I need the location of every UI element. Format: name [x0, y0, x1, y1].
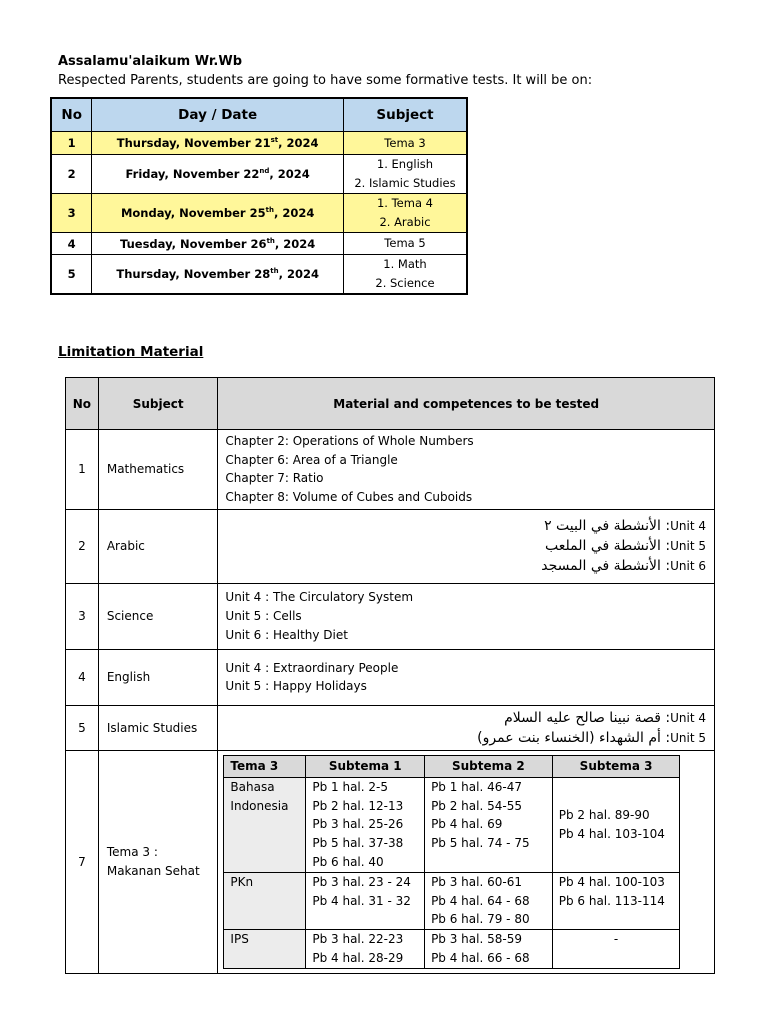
page-ref: Pb 5 hal. 37-38	[312, 836, 404, 851]
row-subject: Arabic	[98, 509, 218, 583]
lm-subject-header: Subject	[98, 378, 218, 430]
page-ref: Pb 4 hal. 64 - 68	[431, 893, 530, 908]
row-date: Thursday, November 21st, 2024	[92, 132, 344, 155]
page-ref: Pb 2 hal. 89-90	[558, 808, 650, 822]
row-no: 4	[51, 233, 92, 255]
row-subjects	[343, 155, 467, 194]
schedule-row	[51, 255, 467, 295]
page-ref: Pb 4 hal. 69	[431, 817, 503, 832]
row-material	[218, 583, 715, 649]
tema-subtema2	[425, 930, 553, 969]
page-ref: Pb 2 hal. 54-55	[431, 798, 522, 813]
page-ref: Pb 1 hal. 2-5	[312, 779, 388, 794]
subject-item: Tema 3	[384, 135, 426, 150]
tema-body	[224, 777, 680, 968]
row-no: 3	[66, 583, 99, 649]
tema-subject-line2: Makanan Sehat	[106, 863, 200, 878]
page-ref: Pb 6 hal. 113-114	[558, 893, 665, 908]
page-ref: Pb 6 hal. 79 - 80	[431, 912, 530, 927]
row-no: 1	[51, 132, 92, 155]
table-row	[66, 705, 715, 750]
section-title: Limitation Material	[58, 344, 204, 360]
table-row	[66, 750, 715, 973]
material-line: Unit 4 : Extraordinary People	[225, 660, 399, 675]
table-row	[66, 649, 715, 705]
row-subjects	[343, 132, 467, 155]
greeting: Assalamu'alaikum Wr.Wb	[58, 54, 242, 69]
row-no: 2	[66, 509, 99, 583]
tema-subtema3	[552, 777, 680, 872]
row-subjects	[343, 233, 467, 255]
material-line: Unit 6 : Healthy Diet	[225, 627, 348, 642]
subject-item: Tema 5	[384, 236, 426, 250]
material-line: Chapter 6: Area of a Triangle	[225, 452, 398, 467]
page-ref: Pb 4 hal. 100-103	[558, 874, 665, 889]
material-line: Unit 4 : The Circulatory System	[225, 590, 414, 605]
material-line: Chapter 8: Volume of Cubes and Cuboids	[225, 490, 473, 505]
table-row	[66, 583, 715, 649]
material-line: Unit 5 : Cells	[225, 608, 302, 623]
schedule-row	[51, 233, 467, 255]
arabic-line: قصة نبينا صالح عليه السلام :Unit 4	[504, 709, 706, 726]
arabic-line: أم الشهداء (الخنساء بنت عمرو) :Unit 5	[477, 729, 706, 746]
tema-subtema2	[425, 777, 553, 872]
tema-row	[224, 777, 680, 872]
page-ref: Pb 1 hal. 46-47	[431, 779, 522, 794]
schedule-row	[51, 132, 467, 155]
page-ref: Pb 4 hal. 66 - 68	[431, 950, 530, 965]
row-material	[218, 705, 715, 750]
col-date-header: Day / Date	[92, 98, 344, 132]
tema-col-header: Tema 3	[224, 755, 306, 777]
tema-row	[224, 872, 680, 929]
subject-item: 1. English	[376, 157, 434, 171]
tema-subtema3	[552, 930, 680, 969]
intro-text: Respected Parents, students are going to have some formative tests. It will be on:	[58, 73, 593, 88]
tema-table	[223, 755, 680, 969]
page-ref: -	[613, 932, 619, 947]
tema-subtema1	[306, 777, 425, 872]
lm-no-header: No	[66, 378, 99, 430]
row-no: 3	[51, 194, 92, 233]
page-ref: Pb 3 hal. 25-26	[312, 817, 404, 832]
tema-subtema2	[425, 872, 553, 929]
row-subject: English	[98, 649, 218, 705]
row-date: Monday, November 25th, 2024	[92, 194, 344, 233]
row-material	[218, 509, 715, 583]
row-no: 2	[51, 155, 92, 194]
tema-subtema1	[306, 930, 425, 969]
page-ref: Pb 2 hal. 12-13	[312, 798, 404, 813]
page-ref: Pb 6 hal. 40	[312, 855, 384, 869]
arabic-line: الأنشطة في المسجد :Unit 6	[541, 558, 706, 575]
tema-subtema1	[306, 872, 425, 929]
material-line: Unit 5 : Happy Holidays	[225, 679, 367, 694]
tema-subtema3	[552, 872, 680, 929]
row-subject: Mathematics	[98, 430, 218, 510]
tema-topic: IPS	[224, 930, 306, 969]
table-row	[66, 430, 715, 510]
table-row	[66, 509, 715, 583]
schedule-table	[50, 97, 468, 295]
arabic-line: الأنشطة في الملعب :Unit 5	[545, 538, 706, 555]
row-subject: Science	[98, 583, 218, 649]
col-no-header: No	[51, 98, 92, 132]
row-subject	[98, 750, 218, 973]
material-line: Chapter 7: Ratio	[225, 471, 324, 486]
row-no: 4	[66, 649, 99, 705]
page-ref: Pb 3 hal. 60-61	[431, 874, 522, 889]
tema-col-header: Subtema 1	[306, 755, 425, 777]
page-ref: Pb 3 hal. 23 - 24	[312, 874, 411, 889]
tema-subject-line1: Tema 3 :	[106, 844, 158, 859]
tema-col-header: Subtema 3	[552, 755, 680, 777]
row-material	[218, 750, 715, 973]
arabic-line: الأنشطة في البيت ٢ :Unit 4	[544, 518, 706, 535]
subject-item: 2. Arabic	[379, 215, 431, 229]
material-line: Chapter 2: Operations of Whole Numbers	[225, 434, 474, 448]
tema-topic: Bahasa Indonesia	[224, 777, 306, 872]
subject-item: 2. Islamic Studies	[354, 176, 456, 190]
row-material	[218, 430, 715, 510]
page-ref: Pb 4 hal. 28-29	[312, 950, 404, 965]
page-ref: Pb 4 hal. 31 - 32	[312, 893, 411, 908]
row-no: 5	[66, 705, 99, 750]
row-subjects	[343, 194, 467, 233]
row-no: 7	[66, 750, 99, 973]
lm-material-header: Material and competences to be tested	[218, 378, 715, 430]
schedule-row	[51, 194, 467, 233]
page-ref: Pb 3 hal. 58-59	[431, 932, 522, 947]
row-date: Tuesday, November 26th, 2024	[92, 233, 344, 255]
page-ref: Pb 4 hal. 103-104	[558, 826, 665, 841]
row-no: 1	[66, 430, 99, 510]
limitation-table	[65, 377, 715, 974]
tema-col-header: Subtema 2	[425, 755, 553, 777]
subject-item: 1. Math	[383, 257, 427, 271]
tema-row	[224, 930, 680, 969]
row-date: Friday, November 22nd, 2024	[92, 155, 344, 194]
schedule-row	[51, 155, 467, 194]
row-no: 5	[51, 255, 92, 295]
row-date: Thursday, November 28th, 2024	[92, 255, 344, 295]
row-subject: Islamic Studies	[98, 705, 218, 750]
page-ref: Pb 3 hal. 22-23	[312, 932, 404, 947]
tema-topic: PKn	[224, 872, 306, 929]
row-material	[218, 649, 715, 705]
subject-item: 1. Tema 4	[376, 196, 433, 210]
row-subjects	[343, 255, 467, 295]
schedule-body	[51, 132, 467, 295]
page-ref: Pb 5 hal. 74 - 75	[431, 836, 530, 851]
col-subject-header: Subject	[343, 98, 467, 132]
subject-item: 2. Science	[375, 276, 435, 290]
